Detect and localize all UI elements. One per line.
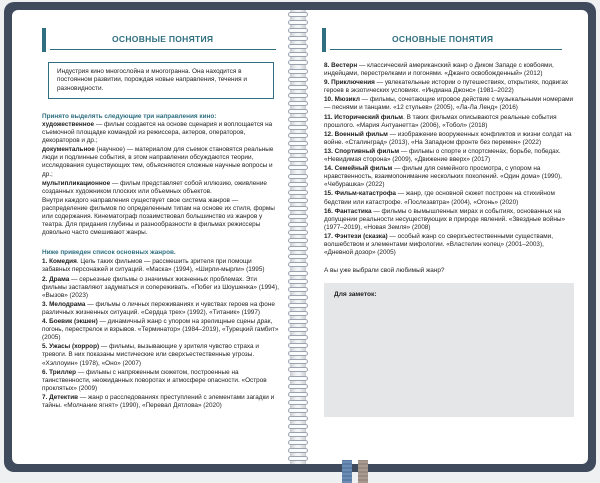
spiral-ring xyxy=(288,93,308,98)
header-accent-bar xyxy=(42,28,46,52)
genre-item-label: 4. Боевик (экшен) xyxy=(42,318,98,326)
spiral-ring xyxy=(288,222,308,227)
genre-item-text: — серьезные фильмы о значимых жизненных проблемах. Эти фильмы заставляют задуматься и сопереживать. «Побег из Шоушенка» (1994), «Вызов» (2023) xyxy=(42,275,280,299)
genre-item-text: — изображение вооруженных конфликтов и жизни солдат на войне. «Сталинград» (2013), «На Западном фронте без перемен» (2022) xyxy=(324,130,572,146)
spiral-ring xyxy=(288,384,308,389)
spiral-ring xyxy=(288,408,308,413)
genre-item-label: 15. Фильм-катастрофа xyxy=(324,190,396,198)
direction-item xyxy=(42,180,280,196)
spiral-ring xyxy=(288,133,308,138)
spiral-ring xyxy=(288,319,308,324)
direction-item-text: — фильм создается на основе сценария и воплощается на съемочной площадке командой из режиссера, актеров, операторов, декораторов и др.; xyxy=(42,120,273,145)
genre-item-text: — динамичный жанр с упором на зрелищные сцены драк, погонь, перестрелок и взрывов. «Терминатор» (1984–2019), «Турецкий гамбит» (2005) xyxy=(42,318,279,342)
spiral-ring xyxy=(288,432,308,437)
page-header: ОСНОВНЫЕ ПОНЯТИЯ xyxy=(50,32,276,50)
direction-item xyxy=(42,121,280,145)
genre-item xyxy=(324,148,574,164)
genre-item-label: 7. Детектив xyxy=(42,393,79,401)
genre-item-label: 6. Триллер xyxy=(42,368,77,376)
spiral-ring xyxy=(288,456,308,461)
genre-item xyxy=(42,369,280,393)
genre-item-text: — фильмы о личных переживаниях и чувствах героев на фоне различных жизненных ситуаций. «Сердца трех» (1992), «Титаник» (1997) xyxy=(42,300,275,316)
genre-item xyxy=(42,301,280,317)
right-page xyxy=(306,10,588,464)
spiral-ring xyxy=(288,214,308,219)
genres-list-left xyxy=(42,258,280,410)
spiral-ring xyxy=(288,52,308,57)
left-page-content xyxy=(42,62,280,411)
genre-item xyxy=(42,258,280,274)
left-page xyxy=(12,10,290,464)
spiral-ring xyxy=(288,246,308,251)
genre-item-text: — фильмы, вызывающие у зрителя чувство страха и тревоги. В них показаны мистические или сверхъестественные угрозы. «Хэллоуин» (1978), «Оно» (2007) xyxy=(42,343,259,367)
genre-item xyxy=(42,394,280,410)
spiral-ring xyxy=(288,60,308,65)
spiral-ring xyxy=(288,271,308,276)
genre-item-label: 8. Вестерн xyxy=(324,62,358,69)
direction-item-label: мультипликационное xyxy=(42,179,111,187)
genre-item xyxy=(324,233,574,257)
spiral-ring xyxy=(288,182,308,187)
genre-item-text: — фильмы, сочетающие игровое действие с музыкальными номерами — песнями и танцами. «12 стульев» (2005), «Ла-Ла Ленд» (2016) xyxy=(324,96,574,112)
spiral-ring xyxy=(288,77,308,82)
genre-item-text: — жанр, где основной сюжет построен на стихийном бедствии или катастрофе. «Послезавтра» (2004), «Огонь» (2020) xyxy=(324,190,555,206)
spiral-ring xyxy=(288,311,308,316)
genre-item-label: 13. Спортивный фильм xyxy=(324,147,400,155)
spiral-ring xyxy=(288,367,308,372)
genre-item-label: 5. Ужасы (хоррор) xyxy=(42,343,100,351)
spiral-ring xyxy=(288,206,308,211)
direction-item-label: документальное xyxy=(42,146,95,154)
genre-item-label: 1. Комедия xyxy=(42,258,77,266)
genre-item xyxy=(324,165,574,189)
genre-item xyxy=(324,96,574,112)
spiral-ring xyxy=(288,416,308,421)
direction-item-text: (научное) — материалом для съемок становятся реальные люди и подлинные события, в этом направлении обсуждаются теории, исследования существующих тем, объясняются сложные научные вопросы и др.; xyxy=(42,146,274,178)
spiral-ring xyxy=(288,230,308,235)
spiral-ring xyxy=(288,238,308,243)
notes-label: Для заметок: xyxy=(334,291,377,299)
genres-title: Ниже приведен список основных жанров. xyxy=(42,249,176,257)
notes-box[interactable] xyxy=(324,283,574,417)
genre-item xyxy=(324,114,574,130)
spiral-ring xyxy=(288,69,308,74)
genre-item-label: 9. Приключения xyxy=(324,79,375,87)
genre-item-label: 17. Фэнтези (сказка) xyxy=(324,232,388,240)
genre-item-text: . В таких фильмах описываются реальные события прошлого. «Мария Антуанетта» (2006), «Тобол» (2018) xyxy=(324,113,557,129)
genre-item-text: . Цель таких фильмов — рассмешить зрителя при помощи забавных персонажей и ситуаций. «Маска» (1994), «Ширли-мырли» (1995) xyxy=(42,258,265,274)
bookmark-ribbon-blue[interactable] xyxy=(342,460,352,483)
genre-item-text: — классический американский жанр о Диком Западе с ковбоями, индейцами, перестрелками и погонями. «Джанго освобожденный» (2012) xyxy=(324,62,554,78)
genre-item-text: — фильмы с напряженным сюжетом, построенные на таинственности, неожиданных поворотах и атмосфере опасности. «Остров проклятых» (2009) xyxy=(42,368,267,392)
direction-item-label: художественное xyxy=(42,120,95,128)
spiral-ring xyxy=(288,174,308,179)
spiral-ring xyxy=(288,440,308,445)
spiral-ring xyxy=(288,303,308,308)
genre-item-label: 2. Драма xyxy=(42,275,70,283)
spiral-ring xyxy=(288,327,308,332)
spiral-ring xyxy=(288,448,308,453)
genre-item-text: — увлекательные истории о путешествиях, открытиях, подвигах героев в экзотических условиях. «Индиана Джонс» (1981–2022) xyxy=(324,79,569,95)
genre-item-label: 12. Военный фильм xyxy=(324,130,388,138)
spiral-ring xyxy=(288,295,308,300)
spiral-ring xyxy=(288,125,308,130)
genre-item-label: 11. Исторический фильм xyxy=(324,113,404,121)
genre-item-label: 3. Мелодрама xyxy=(42,300,86,308)
genre-item-text: — жанр о расследованиях преступлений с элементами загадки и тайны. «Молчание ягнят» (1990), «Перевал Дятлова» (2020) xyxy=(42,393,275,409)
directions-list xyxy=(42,121,280,196)
spiral-ring xyxy=(288,141,308,146)
genre-item xyxy=(324,62,574,78)
spiral-ring xyxy=(288,279,308,284)
bookmark-ribbon-beige[interactable] xyxy=(358,460,368,483)
spiral-ring xyxy=(288,287,308,292)
spiral-ring xyxy=(288,262,308,267)
header-accent-bar xyxy=(322,28,326,52)
genre-item xyxy=(42,343,280,367)
right-page-content xyxy=(324,62,574,417)
spiral-ring xyxy=(288,198,308,203)
spiral-ring xyxy=(288,190,308,195)
genre-item-label: 16. Фантастика xyxy=(324,207,372,215)
spiral-ring xyxy=(288,101,308,106)
genre-item xyxy=(42,318,280,342)
genre-item-text: — фильмы о спорте и спортсменах, борьбе, победах. «Невидимая сторона» (2009), «Движение вверх» (2017) xyxy=(324,147,561,164)
genres-list-right xyxy=(324,62,574,257)
genre-item-text: — особый жанр со сверхъестественными существами, волшебством и элементами мифологии. «Властелин колец» (2001–2003), «Дневной дозор» (2005) xyxy=(324,232,554,257)
directions-summary: Внутри каждого направления существует свое система жанров — распределение фильмов по определенным типам на основе их стиля, формы или содержания. Кинематограф позаимствовал большинство из жанров у театра. Для придания глубины и разнообразности в фильмах режиссеры довольно часто смешивают жанры. xyxy=(42,196,275,237)
genre-item-label: 14. Семейный фильм xyxy=(324,165,393,173)
genre-item xyxy=(324,131,574,147)
spiral-ring xyxy=(288,392,308,397)
genre-item xyxy=(42,276,280,300)
spiral-ring xyxy=(288,109,308,114)
spiral-ring xyxy=(288,12,308,17)
direction-item-text: — фильм представляет собой иллюзию, оживление созданных художником плоских или объемных объектов. xyxy=(42,179,267,195)
spiral-ring xyxy=(288,400,308,405)
spiral-ring xyxy=(288,85,308,90)
spiral-ring xyxy=(288,335,308,340)
spiral-binding xyxy=(288,12,308,462)
spiral-ring xyxy=(288,44,308,49)
spiral-ring xyxy=(288,254,308,259)
direction-item xyxy=(42,146,280,178)
genre-item-label: 10. Мюзикл xyxy=(324,96,360,104)
genre-item xyxy=(324,79,574,95)
spiral-ring xyxy=(288,351,308,356)
spiral-ring xyxy=(288,359,308,364)
genre-item xyxy=(324,208,574,232)
spiral-ring xyxy=(288,28,308,33)
spiral-ring xyxy=(288,424,308,429)
spiral-ring xyxy=(288,20,308,25)
spiral-ring xyxy=(288,157,308,162)
genre-item xyxy=(324,190,574,206)
spiral-ring xyxy=(288,117,308,122)
genre-item-text: — фильм для семейного просмотра, с упором на нравственность, взаимопонимание нескольких поколений. «Один дома» (1990), «Чебурашка» (2022) xyxy=(324,165,562,189)
genre-item-text: — фильмы о вымышленных мирах и событиях, основанных на допущении реальности несуществующих в природе явлений. «Звездные войны» (1977–2019), «Новая Земля» (2008) xyxy=(324,207,566,231)
intro-box: Индустрия кино многослойна и многогранна. Она находится в постоянном развитии, порождая новые направления, течения и разновидности. xyxy=(48,62,274,99)
spiral-ring xyxy=(288,36,308,41)
spiral-ring xyxy=(288,165,308,170)
spiral-ring xyxy=(288,376,308,381)
favorite-genre-question: А вы уже выбрали свой любимый жанр? xyxy=(324,267,445,275)
spiral-ring xyxy=(288,343,308,348)
spiral-ring xyxy=(288,149,308,154)
page-header: ОСНОВНЫЕ ПОНЯТИЯ xyxy=(330,32,562,50)
directions-title: Принято выделять следующие три направления кино: xyxy=(42,112,217,120)
